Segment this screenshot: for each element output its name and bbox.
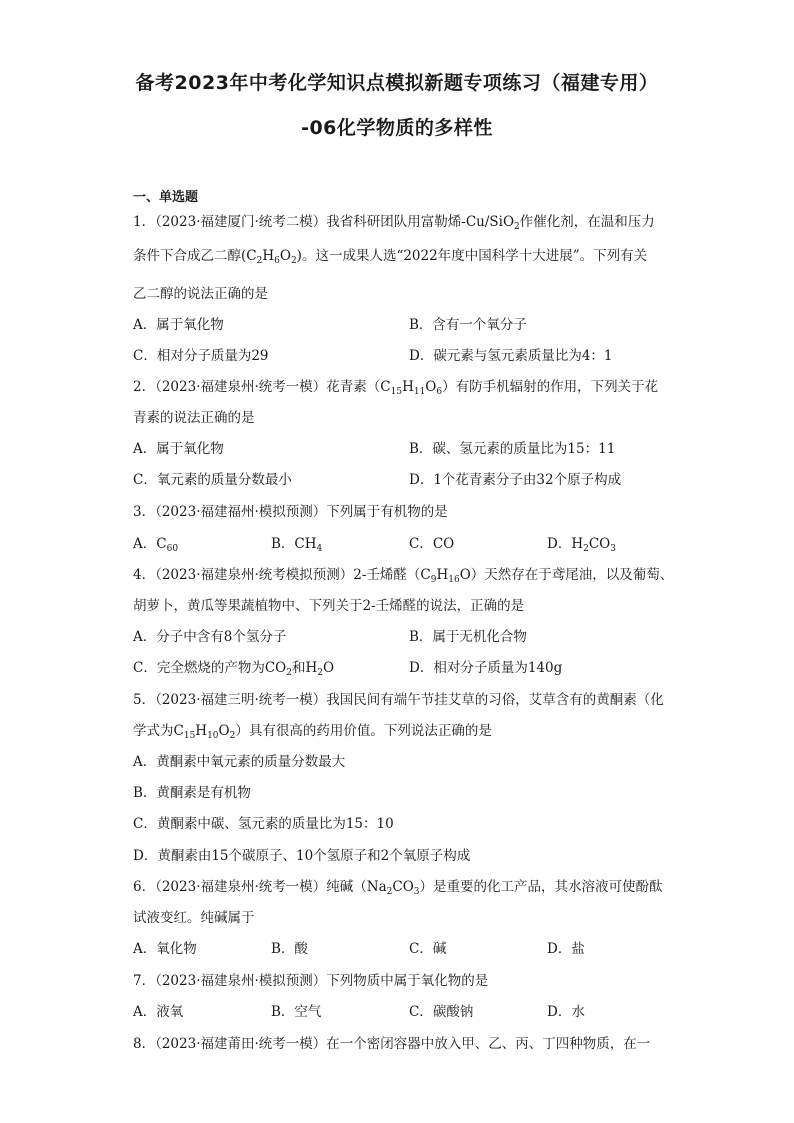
question-4-option-c[interactable]: C．完全燃烧的产物为$CO_2$和$H_2O$ — [133, 660, 335, 678]
question-2-option-d[interactable]: D．1个花青素分子由32个原子构成 — [409, 472, 622, 488]
question-2-stem: 2．（2023·福建泉州·统考一模）花青素$(C_{15}H_{11}O_6)$有防手机辐射的作用，下列关于花 — [133, 379, 659, 397]
question-1-option-a[interactable]: A．属于氧化物 — [133, 317, 224, 333]
question-7-option-d[interactable]: D．水 — [547, 1004, 585, 1020]
question-5-stem: 5．（2023·福建三明·统考一模）我国民间有端午节挂艾草的习俗，艾草含有的黄酮素（化 — [133, 692, 664, 708]
question-3-stem: 3．（2023·福建福州·模拟预测）下列属于有机物的是 — [133, 504, 448, 520]
question-5-option-d[interactable]: D．黄酮素由15个碳原子、10个氢原子和2个氧原子构成 — [133, 848, 471, 864]
section-heading: 一、单选题 — [133, 190, 199, 205]
question-4-option-b[interactable]: B．属于无机化合物 — [409, 629, 527, 645]
question-3-option-a[interactable]: A．$C_{60}$ — [133, 536, 179, 554]
question-3-option-d[interactable]: D．$H_2CO_3$ — [547, 536, 616, 554]
question-2-option-a[interactable]: A．属于氧化物 — [133, 441, 224, 457]
question-6-option-d[interactable]: D．盐 — [547, 941, 585, 957]
question-6-option-a[interactable]: A．氧化物 — [133, 941, 197, 957]
question-2-stem-line2: 青素的说法正确的是 — [133, 410, 255, 426]
question-5-option-a[interactable]: A．黄酮素中氧元素的质量分数最大 — [133, 754, 346, 770]
question-7-stem: 7．（2023·福建泉州·模拟预测）下列物质中属于氧化物的是 — [133, 973, 489, 989]
question-5-stem-line2: 学式为$C_{15}H_{10}O_2$）具有很高的药用价值。下列说法正确的是 — [133, 723, 492, 741]
question-2-option-b[interactable]: B．碳、氢元素的质量比为15：11 — [409, 441, 616, 457]
question-6-stem: 6．（2023·福建泉州·统考一模）纯碱$(Na_2CO_3)$是重要的化工产品，其水溶液可使酚酞 — [133, 879, 663, 897]
question-4-option-d[interactable]: D．相对分子质量为140g — [409, 660, 563, 676]
question-7-option-c[interactable]: C．碳酸钠 — [409, 1004, 474, 1020]
question-1-option-c[interactable]: C．相对分子质量为29 — [133, 348, 269, 364]
question-5-option-b[interactable]: B．黄酮素是有机物 — [133, 785, 251, 801]
question-7-option-a[interactable]: A．液氧 — [133, 1004, 184, 1020]
question-4-option-a[interactable]: A．分子中含有8个氢分子 — [133, 629, 287, 645]
question-8-stem: 8．（2023·福建莆田·统考一模）在一个密闭容器中放入甲、乙、丙、丁四种物质，在一 — [133, 1036, 651, 1052]
question-3-option-b[interactable]: B．$CH_4$ — [271, 536, 323, 554]
question-2-option-c[interactable]: C．氧元素的质量分数最小 — [133, 472, 292, 488]
question-6-stem-line2: 试液变红。纯碱属于 — [133, 910, 255, 926]
question-5-option-c[interactable]: C．黄酮素中碳、氢元素的质量比为15：10 — [133, 816, 394, 832]
question-1-stem: 1．（2023·福建厦门·统考二模）我省科研团队用富勒烯-Cu/SiO$_2$作催化剂，在温和压力 — [133, 214, 655, 232]
question-6-option-b[interactable]: B．酸 — [271, 941, 308, 957]
question-7-option-b[interactable]: B．空气 — [271, 1004, 322, 1020]
question-3-option-c[interactable]: C．CO — [409, 536, 455, 552]
question-6-option-c[interactable]: C．碱 — [409, 941, 447, 957]
question-1-stem-line3: 乙二醇的说法正确的是 — [133, 286, 268, 302]
question-1-option-d[interactable]: D．碳元素与氢元素质量比为4：1 — [409, 348, 613, 364]
document-title-line1: 备考2023年中考化学知识点模拟新题专项练习（福建专用） — [135, 72, 659, 94]
question-1-stem-line2: 条件下合成乙二醇$(C_2H_6O_2)$。这一成果人选“2022年度中国科学十大进展”。下列有关 — [133, 248, 648, 266]
question-4-stem: 4．（2023·福建泉州·统考模拟预测）2-壬烯醛$(C_9H_{16}O)$天然存在于鸢尾油，以及葡萄、 — [133, 567, 674, 585]
question-4-stem-line2: 胡萝卜，黄瓜等果蔬植物中、下列关于2-壬烯醛的说法，正确的是 — [133, 598, 525, 614]
question-1-option-b[interactable]: B．含有一个氧分子 — [409, 317, 527, 333]
document-title-line2: -06化学物质的多样性 — [301, 117, 493, 139]
